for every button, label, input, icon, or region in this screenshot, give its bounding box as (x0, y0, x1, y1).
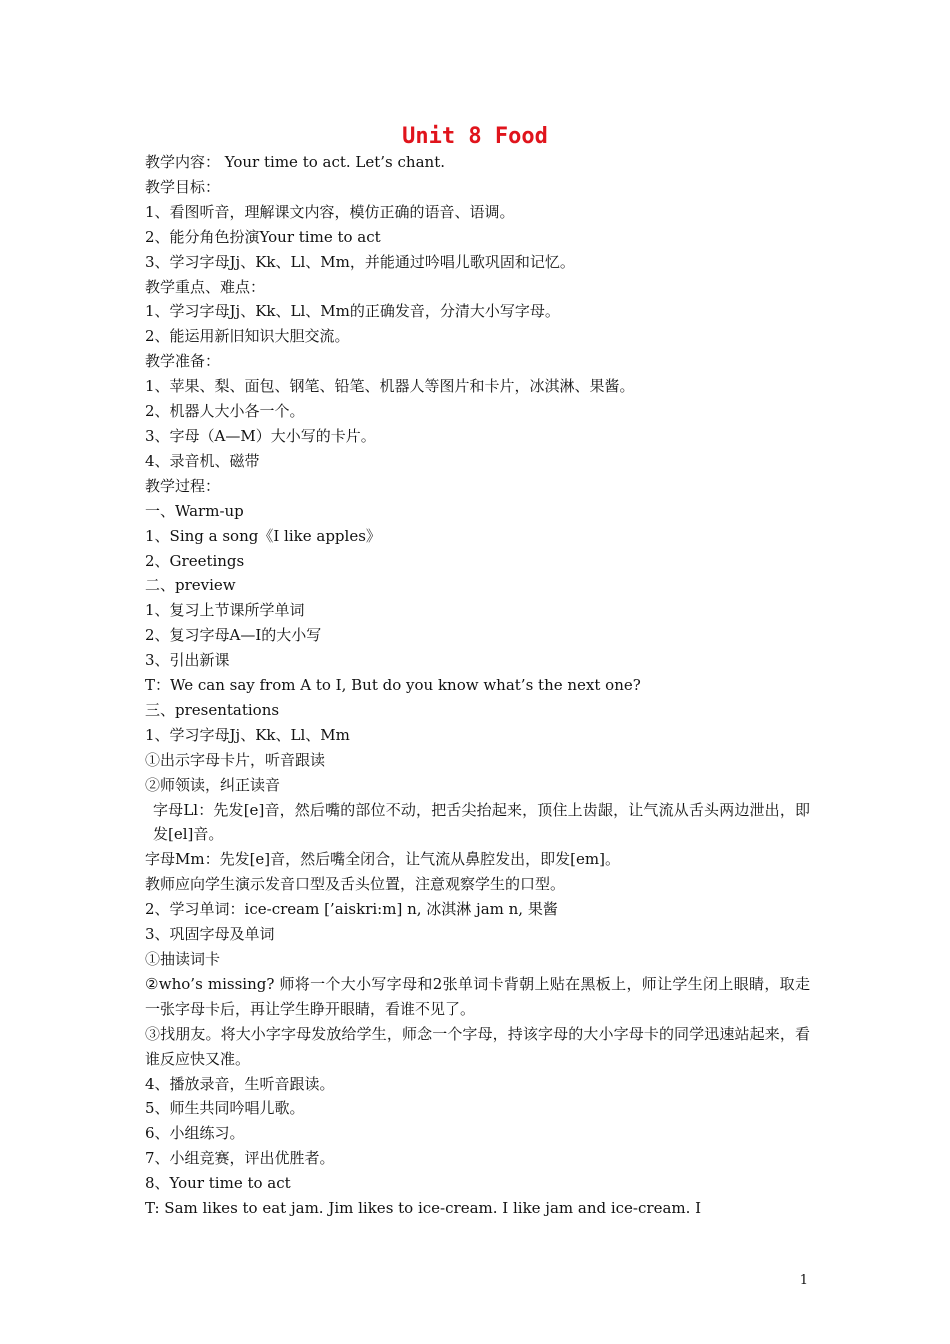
text-line: 2、能运用新旧知识大胆交流。 (145, 327, 350, 346)
text-line: 5、师生共同吟唱儿歌。 (145, 1099, 305, 1118)
text-line: 2、Greetings (145, 551, 245, 570)
section-heading: 教学准备： (145, 352, 221, 371)
text-line: 3、引出新课 (145, 651, 230, 670)
text-line: 7、小组竞赛，评出优胜者。 (145, 1149, 335, 1168)
text-line: 2、复习字母A—I的大小写 (145, 626, 322, 645)
text-line: 4、播放录音，生听音跟读。 (145, 1074, 335, 1093)
text-line: 2、学习单词：ice-cream [’aiskri:m] n, 冰淇淋 jam n, 果酱 (145, 900, 558, 919)
text-line: ②师领读，纠正读音 (145, 775, 281, 794)
text-line: 3、学习字母Jj、Kk、Ll、Mm，并能通过吟唱儿歌巩固和记忆。 (145, 252, 575, 271)
section-heading: 教学目标： (145, 177, 221, 196)
text-line: 1、学习字母Jj、Kk、Ll、Mm的正确发音，分清大小写字母。 (145, 302, 560, 321)
text-line: 1、看图听音，理解课文内容，模仿正确的语音、语调。 (145, 202, 515, 221)
text-line: 1、苹果、梨、面包、钢笔、铅笔、机器人等图片和卡片，冰淇淋、果酱。 (145, 377, 635, 396)
text-line: 1、学习字母Jj、Kk、Ll、Mm (145, 725, 350, 744)
text-line: 教学内容： Your time to act. Let’s chant. (145, 153, 445, 171)
text-line: 1、复习上节课所学单词 (145, 601, 305, 620)
section-heading: 教学过程： (145, 476, 221, 495)
text-line: 3、字母（A—M）大小写的卡片。 (145, 426, 376, 445)
text-line: ①抽读词卡 (145, 950, 221, 968)
text-line: 一、Warm-up (145, 501, 244, 520)
text-line: 2、机器人大小各一个。 (145, 402, 305, 421)
text-line: 4、录音机、磁带 (145, 451, 260, 470)
text-line: ①出示字母卡片，听音跟读 (145, 750, 326, 769)
text-line: 1、Sing a song《I like apples》 (145, 526, 381, 545)
text-line: 8、Your time to act (145, 1174, 291, 1193)
paragraph-whos-missing: ②who’s missing? 师将一个大小写字母和2张单词卡背朝上贴在黑板上，师让学生闭上眼睛，取走一张字母卡后，再让学生睁开眼睛，看谁不见了。 (145, 974, 810, 1018)
paragraph-letter-ll: 字母Ll：先发[e]音，然后嘴的部位不动，把舌尖抬起来，顶住上齿龈，让气流从舌头两边泄出，即发[el]音。 (153, 800, 810, 844)
page-number: 1 (799, 1273, 808, 1288)
text-line: 3、巩固字母及单词 (145, 925, 275, 944)
text-line: 三、presentations (145, 700, 280, 719)
text-line: 字母Mm：先发[e]音，然后嘴全闭合，让气流从鼻腔发出，即发[em]。 (145, 850, 620, 869)
text-line: 教师应向学生演示发音口型及舌头位置，注意观察学生的口型。 (145, 875, 566, 894)
section-heading: 教学重点、难点： (145, 277, 266, 296)
paragraph-find-friends: ③找朋友。将大小字字母发放给学生，师念一个字母，持该字母的大小字母卡的同学迅速站起来，看谁反应快又准。 (145, 1024, 810, 1068)
document-body (145, 150, 810, 1221)
text-line: 二、preview (145, 576, 236, 595)
text-line: 2、能分角色扮演Your time to act (145, 227, 381, 246)
text-line: T: Sam likes to eat jam. Jim likes to ice-cream. I like jam and ice-cream. I (145, 1199, 702, 1218)
page-title: Unit 8 Food (402, 124, 548, 149)
text-line: T：We can say from A to I, But do you know what’s the next one? (145, 676, 641, 695)
text-line: 6、小组练习。 (145, 1124, 245, 1143)
